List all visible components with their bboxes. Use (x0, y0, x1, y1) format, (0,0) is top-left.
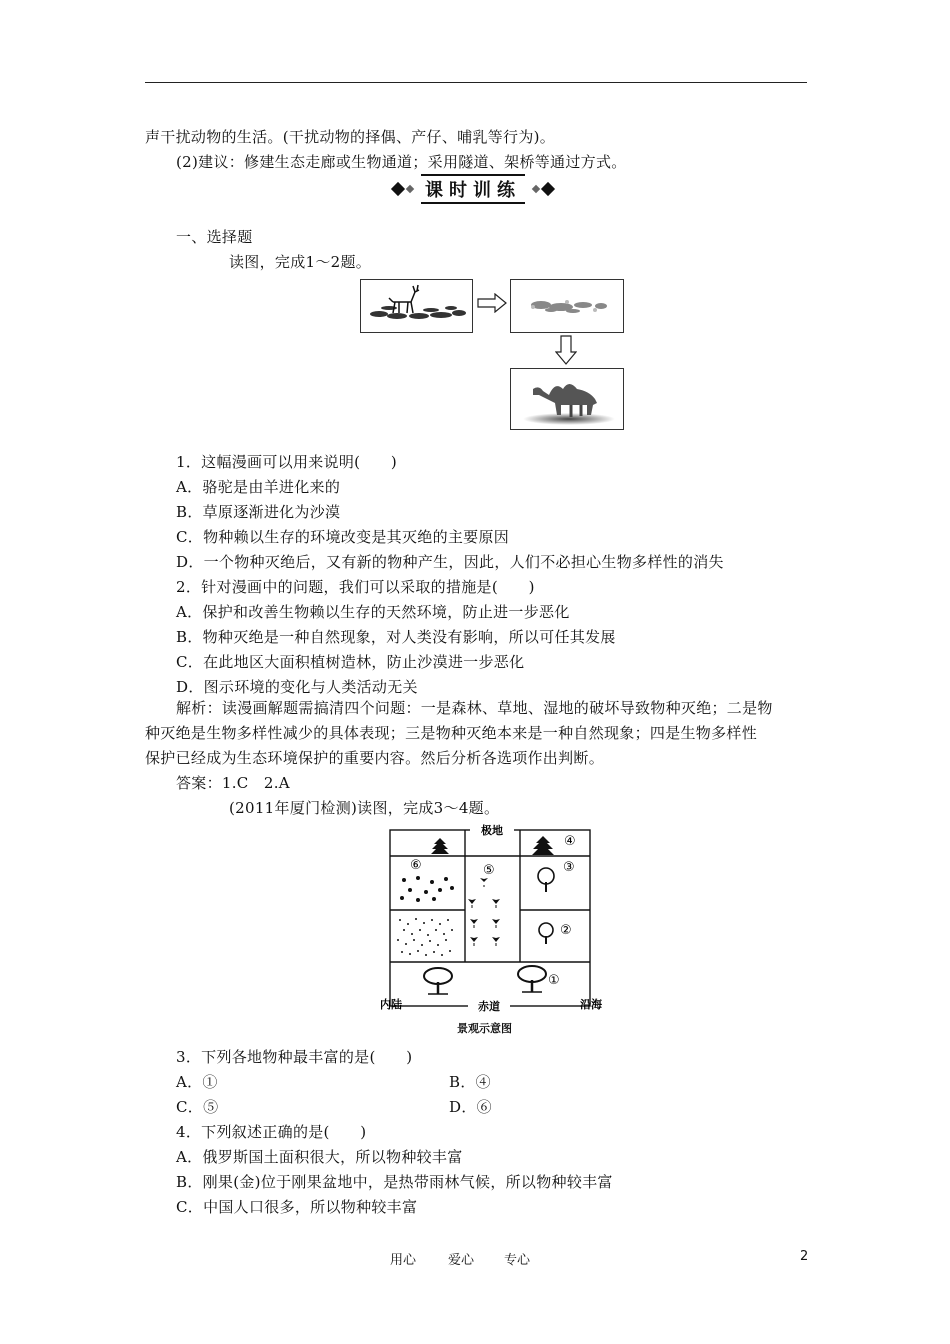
header-rule (145, 82, 807, 83)
footer-motto-3: 专心 (504, 1253, 531, 1268)
grass-icons (468, 878, 500, 946)
question-option: B．物种灭绝是一种自然现象，对人类没有影响，所以可任其发展 (176, 628, 616, 646)
coast-label: 沿海 (580, 998, 602, 1011)
conifer-icon (431, 838, 449, 854)
pole-label: 极地 (481, 824, 503, 837)
diamond-icon (391, 182, 405, 196)
q3-option-d: D．⑥ (449, 1098, 492, 1116)
marker-4: ④ (564, 834, 576, 849)
marker-3: ③ (563, 860, 575, 875)
q3-stem: 3．下列各地物种最丰富的是( ) (176, 1048, 413, 1066)
landscape-diagram (380, 824, 630, 1036)
marker-2: ② (560, 923, 572, 938)
question-option: A．骆驼是由羊进化来的 (176, 478, 341, 496)
question-stem: 1．这幅漫画可以用来说明( ) (176, 453, 398, 471)
deciduous-tree-icon (538, 868, 554, 892)
figure2-intro: (2011年厦门检测)读图，完成3～4题。 (229, 799, 500, 817)
diamond-icon (532, 185, 540, 193)
marker-6: ⑥ (410, 858, 422, 873)
question-option: D．一个物种灭绝后，又有新的物种产生，因此，人们不必担心生物多样性的消失 (176, 553, 724, 571)
diamond-icon (541, 182, 555, 196)
desert-image (511, 280, 623, 332)
marker-1: ① (548, 973, 560, 988)
q4-option: B．刚果(金)位于刚果盆地中，是热带雨林气候，所以物种较丰富 (176, 1173, 613, 1191)
question-option: A．保护和改善生物赖以生存的天然环境，防止进一步恶化 (176, 603, 570, 621)
question-option: D．图示环境的变化与人类活动无关 (176, 678, 418, 696)
equator-label: 赤道 (478, 1000, 500, 1013)
analysis-line: 保护已经成为生态环境保护的重要内容。然后分析各选项作出判断。 (145, 749, 605, 767)
grassland-goat-panel (360, 279, 473, 333)
question-option: B．草原逐渐进化为沙漠 (176, 503, 341, 521)
analysis-line: 解析：读漫画解题需搞清四个问题：一是森林、草地、湿地的破坏导致物种灭绝；二是物 (176, 699, 773, 717)
footer-motto-1: 用心 (390, 1253, 417, 1268)
inland-label: 内陆 (380, 998, 402, 1011)
banner-title: 课时训练 (421, 174, 525, 204)
tropical-tree-icon (518, 966, 546, 992)
conifer-icon (532, 836, 554, 855)
question-option: C．在此地区大面积植树造林，防止沙漠进一步恶化 (176, 653, 525, 671)
right-arrow-icon (477, 293, 507, 313)
broadleaf-tree-icon (539, 923, 553, 944)
camel-image (511, 369, 623, 429)
answer-line: 答案：1.C 2.A (176, 774, 290, 792)
suggestion-line: (2)建议：修建生态走廊或生物通道；采用隧道、架桥等通过方式。 (176, 153, 627, 171)
carry-over-line: 声干扰动物的生活。(干扰动物的择偶、产仔、哺乳等行为)。 (145, 128, 556, 146)
q3-option-c: C．⑤ (176, 1098, 219, 1116)
sparse-dots (400, 876, 454, 902)
q4-stem: 4．下列叙述正确的是( ) (176, 1123, 367, 1141)
q4-option: A．俄罗斯国土面积很大，所以物种较丰富 (176, 1148, 463, 1166)
lesson-banner (393, 176, 553, 202)
desert-panel (510, 279, 624, 333)
figure1-intro: 读图，完成1～2题。 (229, 253, 372, 271)
marker-5: ⑤ (483, 863, 495, 878)
down-arrow-icon (555, 335, 577, 365)
question-option: C．物种赖以生存的环境改变是其灭绝的主要原因 (176, 528, 510, 546)
grassland-goat-image (361, 280, 472, 332)
q4-option: C．中国人口很多，所以物种较丰富 (176, 1198, 418, 1216)
diamond-icon (406, 185, 414, 193)
question-stem: 2．针对漫画中的问题，我们可以采取的措施是( ) (176, 578, 535, 596)
q3-option-a: A．① (176, 1073, 218, 1091)
figure2-caption: 景观示意图 (457, 1022, 512, 1035)
dense-dots (397, 918, 453, 956)
page-number: 2 (800, 1249, 809, 1264)
section-heading: 一、选择题 (176, 228, 253, 246)
q3-option-b: B．④ (449, 1073, 491, 1091)
analysis-line: 种灭绝是生物多样性减少的具体表现；三是物种灭绝本来是一种自然现象；四是生物多样性 (145, 724, 758, 742)
tropical-tree-icon (424, 968, 452, 994)
footer-motto-2: 爱心 (448, 1253, 475, 1268)
camel-panel (510, 368, 624, 430)
